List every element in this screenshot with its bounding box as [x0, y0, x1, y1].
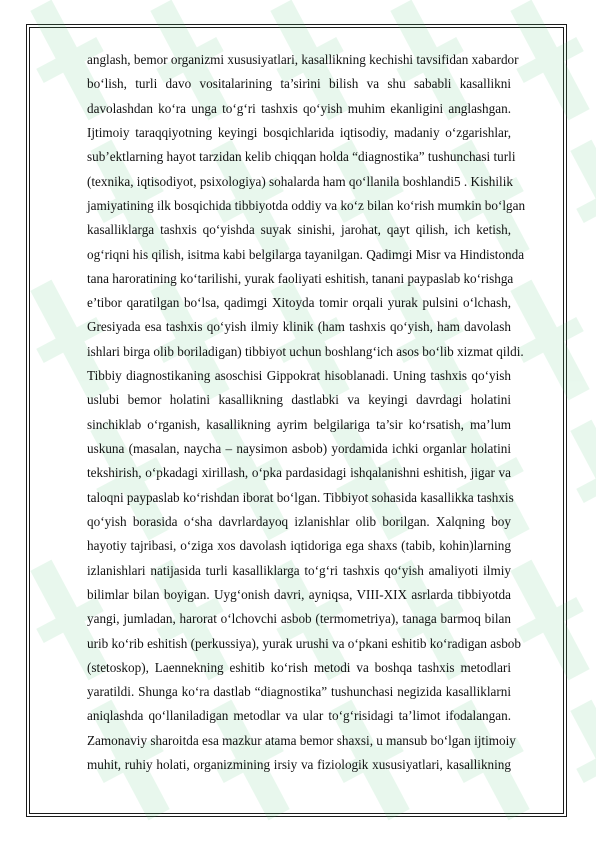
- text-line: yaratildi. Shunga ko‘ra dastlab “diagnostika” tushunchasi negizida kasalliklarni: [87, 684, 511, 700]
- text-line: (texnika, iqtisodiyot, psixologiya) sohalarda ham qo‘llanila boshlandi5 . Kishilik: [87, 173, 513, 189]
- text-line: davolashdan ko‘ra unga to‘g‘ri tashxis qo‘yish muhim ekanligini anglashgan.: [87, 100, 511, 116]
- text-line: kasalliklarga tashxis qo‘yishda suyak sinishi, jarohat, qayt qilish, ich ketish,: [87, 222, 511, 238]
- text-line: taloqni paypaslab ko‘rishdan iborat bo‘lgan. Tibbiyot sohasida kasallikka tashxis: [87, 489, 514, 505]
- text-line: aniqlashda qo‘llaniladigan metodlar va ular to‘g‘risidagi ta’limot ifodalangan.: [87, 708, 511, 724]
- body-text: [87, 48, 526, 777]
- text-line: uskuna (masalan, naycha – naysimon asbob) yordamida ichki organlar holatini: [87, 441, 511, 456]
- text-line: (stetoskop), Laennekning eshitib ko‘rish metodi va boshqa tashxis metodlari: [87, 659, 511, 675]
- text-line: bilimlar bilan boyigan. Uyg‘onish davri, ayniqsa, VIII-XIX asrlarda tibbiyotda: [87, 586, 511, 602]
- text-line: izlanishlari natijasida turli kasalliklarga to‘g‘ri tashxis qo‘yish amaliyoti ilmiy: [87, 562, 511, 578]
- text-line: urib ko‘rib eshitish (perkussiya), yurak urushi va o‘pkani eshitib ko‘radigan asbob: [87, 635, 521, 651]
- text-line: uslubi bemor holatini kasallikning dastlabki va keyingi davrdagi holatini: [87, 392, 511, 408]
- text-line: bo‘lish, turli davo vositalarining ta’sirini bilish va shu sababli kasallikni: [87, 76, 511, 92]
- text-line: e’tibor qaratilgan bo‘lsa, qadimgi Xitoyda tomir orqali yurak pulsini o‘lchash,: [87, 295, 511, 311]
- text-line: hayotiy tajribasi, o‘ziga xos davolash iqtidoriga ega shaxs (tabib, kohin)larning: [87, 538, 511, 554]
- text-line: qo‘yish borasida o‘sha davrlardayoq izlanishlar olib borilgan. Xalqning boy: [87, 513, 511, 529]
- text-line: yangi, jumladan, harorat o‘lchovchi asbob (termometriya), tanaga barmoq bilan: [87, 611, 511, 627]
- text-line: Zamonaviy sharoitda esa mazkur atama bemor shaxsi, u mansub bo‘lgan ijtimoiy: [87, 732, 516, 748]
- text-line: og‘riqni his qilish, isitma kabi belgilarga tayanilgan. Qadimgi Misr va Hindistonda: [87, 246, 525, 262]
- text-line: Ijtimoiy taraqqiyotning keyingi bosqichlarida iqtisodiy, madaniy o‘zgarishlar,: [87, 124, 511, 140]
- text-line: anglash, bemor organizmi xususiyatlari, kasallikning kechishi tavsifidan xabardor: [87, 52, 519, 67]
- text-line: sinchiklab o‘rganish, kasallikning ayrim belgilariga ta’sir ko‘rsatish, ma’lum: [87, 416, 511, 432]
- text-line: tana haroratining ko‘tarilishi, yurak faoliyati eshitish, tanani paypaslab ko‘rishga: [87, 270, 514, 286]
- text-line: tekshirish, o‘pkadagi xirillash, o‘pka pardasidagi ishqalanishni eshitish, jigar va: [87, 465, 511, 481]
- text-line: jamiyatining ilk bosqichida tibbiyotda oddiy va ko‘z bilan ko‘rish mumkin bo‘lgan: [87, 197, 526, 213]
- text-line: Gresiyada esa tashxis qo‘yish ilmiy klinik (ham tashxis qo‘yish, ham davolash: [87, 319, 511, 335]
- text-line: ishlari birga olib boriladigan) tibbiyot uchun boshlang‘ich asos bo‘lib xizmat qildi.: [87, 343, 524, 359]
- text-line: muhit, ruhiy holati, organizmining irsiy va fiziologik xususiyatlari, kasallikning: [87, 757, 511, 773]
- text-line: Tibbiy diagnostikaning asoschisi Gippokrat hisoblanadi. Uning tashxis qo‘yish: [87, 368, 511, 384]
- text-line: sub’ektlarning hayot tarzidan kelib chiqqan holda “diagnostika” tushunchasi turli: [87, 149, 516, 165]
